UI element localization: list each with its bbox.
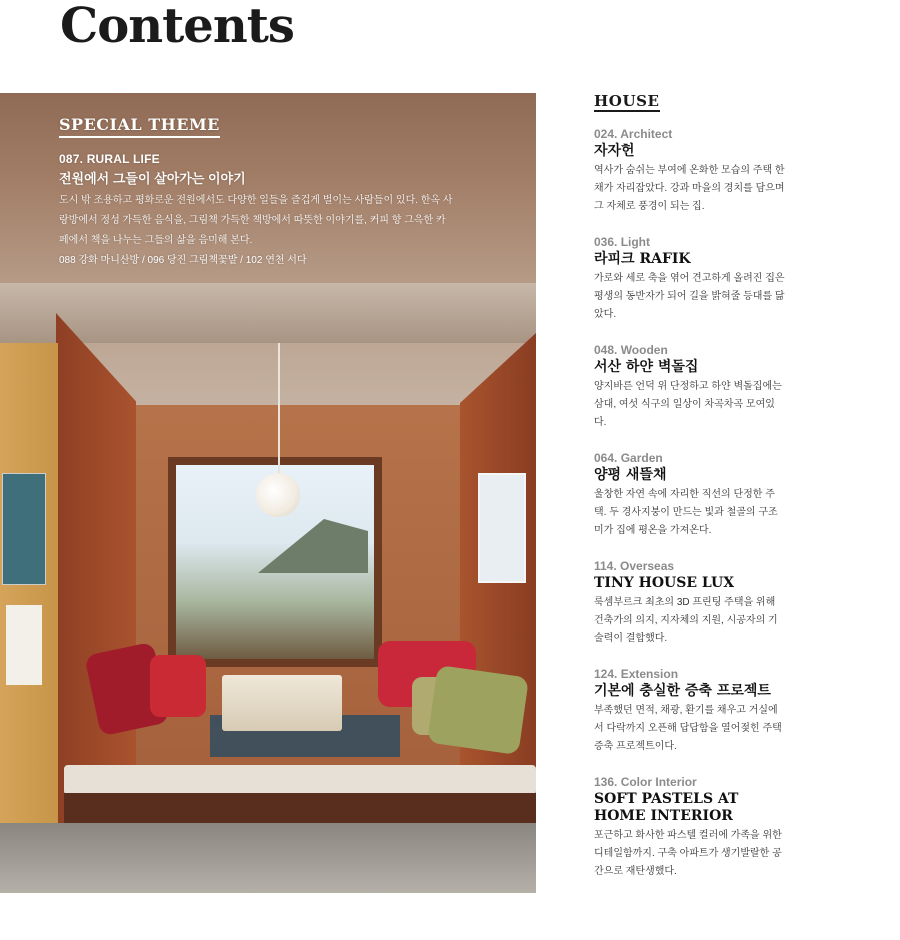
contents-entry[interactable] bbox=[594, 450, 894, 540]
entry-title: TINY HOUSE LUX bbox=[594, 575, 735, 591]
contents-entry[interactable] bbox=[594, 558, 894, 648]
entry-title: 자자헌 bbox=[594, 143, 635, 159]
special-theme-heading: SPECIAL THEME bbox=[59, 115, 220, 138]
contents-entry[interactable] bbox=[594, 342, 894, 432]
lamp-cord bbox=[278, 343, 280, 478]
left-wall bbox=[56, 313, 136, 833]
contents-entry[interactable] bbox=[594, 234, 894, 324]
entry-description: 가로와 세로 축을 엮어 견고하게 올려진 집은 평생의 동반자가 되어 길을 밝혀줄 등대를 닮았다. bbox=[594, 273, 785, 320]
house-section bbox=[594, 92, 894, 877]
entry-category: 124. Extension bbox=[594, 667, 679, 681]
entry-title: 기본에 충실한 증축 프로젝트 bbox=[594, 683, 771, 699]
entry-description: 부족했던 면적, 채광, 환기를 채우고 거실에서 다락까지 오픈해 답답함을 열어젖힌 주택 증축 프로젝트이다. bbox=[594, 705, 782, 752]
contents-entry[interactable] bbox=[594, 126, 894, 216]
wall-poster bbox=[2, 473, 46, 585]
entry-title: SOFT PASTELS AT HOME INTERIOR bbox=[594, 791, 739, 824]
special-theme bbox=[59, 115, 479, 271]
right-wall bbox=[460, 333, 536, 833]
wall-note bbox=[6, 605, 42, 685]
bench-base bbox=[64, 793, 536, 823]
cushion bbox=[150, 655, 206, 717]
entry-title: 양평 새뜰채 bbox=[594, 467, 667, 483]
entry-description: 룩셈부르크 최초의 3D 프린팅 주택을 위해 건축가의 의지, 지자체의 지원, 시공자의 기술력이 결합했다. bbox=[594, 597, 778, 644]
entry-category: 036. Light bbox=[594, 235, 651, 249]
special-theme-references: 088 강화 마니산방 / 096 당진 그림책꽃밭 / 102 연천 서다 bbox=[59, 255, 307, 266]
cushion bbox=[427, 665, 529, 755]
entry-category: 048. Wooden bbox=[594, 343, 668, 357]
entry-category: 064. Garden bbox=[594, 451, 663, 465]
ceiling-beam bbox=[0, 283, 536, 343]
entry-description: 역사가 숨쉬는 부여에 온화한 모습의 주택 한 채가 자리잡았다. 강과 마을의 경치를 담으며 그 자체로 풍경이 되는 집. bbox=[594, 165, 785, 212]
house-heading: HOUSE bbox=[594, 92, 660, 110]
entry-title: 라피크 RAFIK bbox=[594, 251, 691, 267]
entry-category: 024. Architect bbox=[594, 127, 673, 141]
contents-entry[interactable] bbox=[594, 774, 894, 881]
entry-description: 울창한 자연 속에 자리한 직선의 단정한 주택. 두 경사지붕이 만드는 빛과 철골의 구조미가 집에 평온을 가져온다. bbox=[594, 489, 778, 536]
entry-title: 서산 하얀 벽돌집 bbox=[594, 359, 699, 375]
special-theme-title: 전원에서 그들이 살아가는 이야기 bbox=[59, 171, 246, 186]
contents-entry[interactable] bbox=[594, 666, 894, 756]
special-theme-category: 087. RURAL LIFE bbox=[59, 152, 160, 166]
entry-category: 136. Color Interior bbox=[594, 775, 697, 789]
entry-description: 포근하고 화사한 파스텔 컬러에 가족을 위한 디테일함까지. 구축 아파트가 생기발랄한 공간으로 재탄생했다. bbox=[594, 830, 782, 877]
entry-description: 양지바른 언덕 위 단정하고 하얀 벽돌집에는 삼대, 여섯 식구의 일상이 차곡차곡 모여있다. bbox=[594, 381, 782, 428]
pendant-lamp bbox=[256, 473, 300, 517]
special-theme-description: 도시 밖 조용하고 평화로운 전원에서도 다양한 일들을 즐겁게 벌이는 사람들이 있다. 한옥 사랑방에서 정성 가득한 음식을, 그림책 가득한 책방에서 따뜻한 이야기를, 커피 향 그윽한 카페에서 책을 나누는 그들의 삶을 음미해 본다. bbox=[59, 195, 453, 246]
page-title: Contents bbox=[60, 0, 294, 54]
floor bbox=[0, 823, 536, 893]
low-table bbox=[222, 675, 342, 731]
bench-seat bbox=[64, 765, 536, 795]
wall-frame bbox=[478, 473, 526, 583]
entry-category: 114. Overseas bbox=[594, 559, 675, 573]
